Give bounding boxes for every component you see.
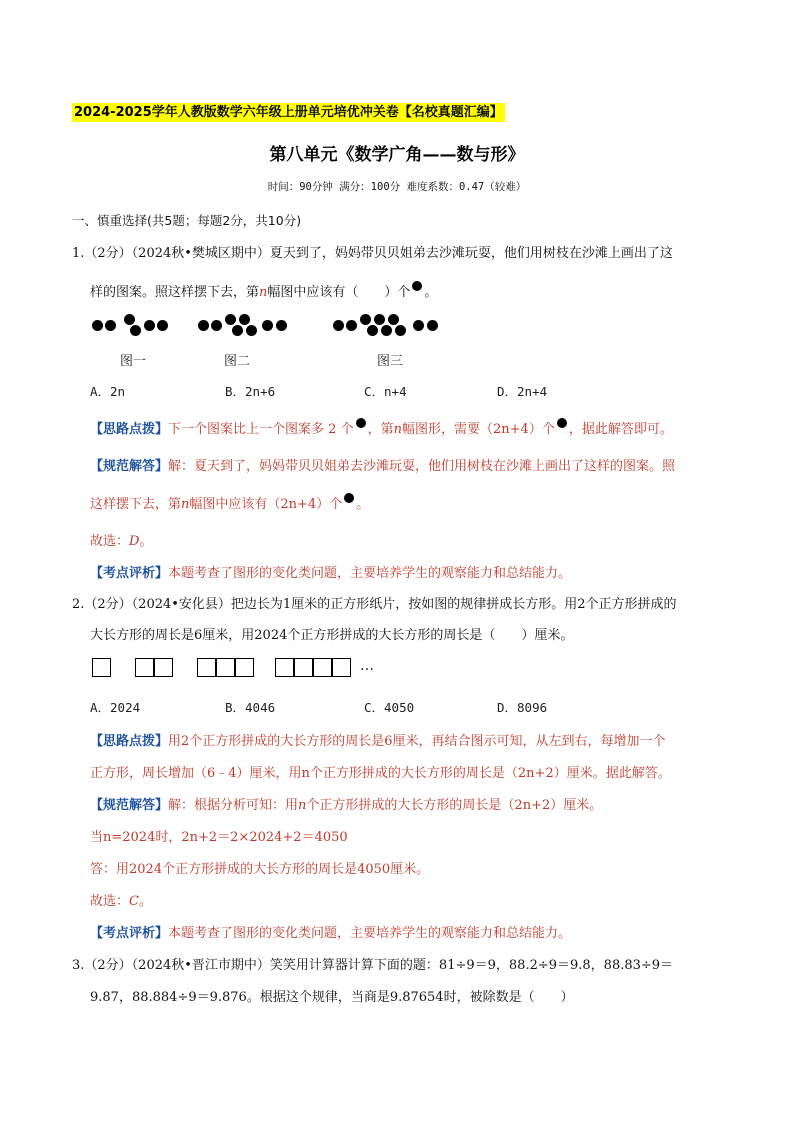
square-icon [197, 658, 216, 677]
q1-stem-part: 样的图案。照这样摆下去，第 [90, 285, 260, 300]
page-title: 第八单元《数学广角——数与形》 [269, 145, 525, 165]
figure-dot [333, 320, 344, 331]
q1-stem-part: 幅图中应该有（ ）个 [267, 285, 411, 300]
q2-hint-line2: 正方形，周长增加（6﹣4）厘米，用n个正方形拼成的大长方形的周长是（2n+2）厘米。据此解答。 [90, 766, 671, 781]
q2-answer-line1 [90, 794, 602, 813]
square-icon [275, 658, 294, 677]
hint-tag: 【思路点拨】 [90, 422, 169, 437]
figure-dot [246, 325, 257, 336]
square-icon [294, 658, 313, 677]
answer-formula: 2n+4 [280, 497, 317, 512]
eval-text: 本题考查了图形的变化类问题，主要培养学生的观察能力和总结能力。 [168, 566, 572, 581]
hint-text: ，据此解答即可。 [568, 422, 673, 437]
q2-stem-line1: 2.（2分）（2024•安化县）把边长为1厘米的正方形纸片，按如图的规律拼成长方形。用2个正方形拼成的 [72, 597, 677, 612]
hint-text: 个 [340, 422, 354, 437]
hint-text: 幅图形，需要（ [402, 422, 494, 437]
figure-dot [262, 320, 273, 331]
eval-tag: 【考点评析】 [90, 926, 169, 941]
answer-text: ）个 [316, 497, 343, 512]
q2-calculation: 当n=2024时，2n+2＝2×2024+2＝4050 [90, 830, 348, 845]
q1-evaluation [90, 562, 571, 581]
answer-text: 个正方形拼成的大长方形的周长是（ [306, 798, 515, 813]
figure-dot [198, 320, 209, 331]
section-heading: 一、慎重选择(共5题；每题2分，共10分) [72, 213, 302, 228]
figure-dot [381, 325, 392, 336]
hint-text: 2 [328, 422, 337, 437]
figure-dot [395, 325, 406, 336]
q1-option-d: D．2n+4 [497, 384, 548, 399]
q2-figure-squares [92, 658, 392, 680]
q3-stem-line1: 3.（2分）（2024秋•晋江市期中）笑笑用计算器计算下面的题：81÷9＝9，88.2÷9＝9.8，88.83÷9＝ [72, 958, 674, 973]
q2-hint-line1 [90, 730, 666, 749]
q2-option-c: C．4050 [364, 700, 415, 715]
figure-dot [92, 320, 103, 331]
answer-text: 幅图中应该有（ [189, 497, 281, 512]
q2-stem-line2: 大长方形的周长是6厘米，用2024个正方形拼成的大长方形的周长是（ ）厘米。 [90, 628, 574, 643]
exam-banner: 2024-2025学年人教版数学六年级上册单元培优冲关卷【名校真题汇编】 [74, 105, 503, 120]
figure-dot [239, 314, 250, 325]
answer-formula: 2n+2 [514, 798, 551, 813]
answer-tag: 【规范解答】 [90, 798, 169, 813]
choice-end: 。 [138, 894, 152, 909]
exam-meta: 时间：90分钟 满分：100分 难度系数：0.47（较难） [267, 181, 527, 193]
q1-stem-line1: 1.（2分）（2024秋•樊城区期中）夏天到了，妈妈带贝贝姐弟去沙滩玩耍，他们用树枝在沙滩上画出了这 [72, 246, 673, 261]
choice-label: 故选： [90, 534, 130, 549]
figure-dot [225, 314, 236, 325]
figure-dot [124, 314, 135, 325]
q1-option-b: B．2n+6 [225, 384, 276, 399]
square-icon [135, 658, 154, 677]
q1-answer-line2 [90, 493, 369, 512]
black-dot-icon [344, 493, 354, 503]
square-icon [313, 658, 332, 677]
choice-value: C [129, 894, 139, 909]
q1-stem-line2 [90, 281, 437, 300]
square-icon [332, 658, 351, 677]
figure-dot [367, 325, 378, 336]
black-dot-icon [557, 418, 567, 428]
answer-text: 解：根据分析可知：用 [168, 798, 299, 813]
q1-var-n: n [393, 422, 402, 437]
square-icon [216, 658, 235, 677]
choice-end: 。 [139, 534, 153, 549]
ellipsis: … [360, 658, 374, 674]
choice-label: 故选： [90, 894, 130, 909]
q1-var-n: n [259, 285, 268, 300]
q2-choice [90, 890, 152, 909]
black-dot-icon [412, 281, 422, 291]
figure-dot [276, 320, 287, 331]
figure-dot [232, 325, 243, 336]
answer-text: ）厘米。 [550, 798, 603, 813]
choice-value: D [129, 534, 140, 549]
q2-option-d: D．8096 [497, 700, 548, 715]
hint-text: ）个 [528, 422, 555, 437]
q2-var-n: n [298, 798, 307, 813]
figure-dot [157, 320, 168, 331]
figure-dot [105, 320, 116, 331]
figure-dot [413, 320, 424, 331]
figure-dot [360, 314, 371, 325]
hint-formula: 2n+4 [493, 422, 529, 437]
square-icon [235, 658, 254, 677]
answer-text: 。 [356, 497, 370, 512]
black-dot-icon [356, 418, 366, 428]
eval-tag: 【考点评析】 [90, 566, 169, 581]
q2-option-b: B．4046 [225, 700, 276, 715]
q1-var-n: n [181, 497, 190, 512]
square-icon [92, 658, 111, 677]
square-icon [154, 658, 173, 677]
hint-text: ，第 [367, 422, 394, 437]
q1-option-c: C．n+4 [364, 384, 407, 399]
q1-answer-line1 [90, 455, 675, 474]
figure-dot [346, 320, 357, 331]
hint-text: 用2个正方形拼成的大长方形的周长是6厘米，再结合图示可知，从左到右，每增加一个 [168, 734, 666, 749]
figure-dot [211, 320, 222, 331]
q1-hint [90, 418, 673, 437]
figure-caption-2: 图二 [224, 354, 251, 369]
figure-dot [144, 320, 155, 331]
answer-tag: 【规范解答】 [90, 459, 169, 474]
figure-caption-1: 图一 [120, 354, 147, 369]
figure-caption-3: 图三 [377, 354, 404, 369]
q2-answer: 答：用2024个正方形拼成的大长方形的周长是4050厘米。 [90, 862, 430, 877]
q1-stem-part: 。 [424, 285, 438, 300]
figure-dot [388, 314, 399, 325]
eval-text: 本题考查了图形的变化类问题，主要培养学生的观察能力和总结能力。 [168, 926, 572, 941]
figure-dot [130, 325, 141, 336]
q3-stem-line2: 9.87，88.884÷9＝9.876。根据这个规律，当商是9.87654时，被除数是（ ） [90, 990, 574, 1005]
q2-evaluation [90, 922, 571, 941]
answer-text: 这样摆下去，第 [90, 497, 182, 512]
q1-figure-dots [92, 312, 452, 342]
q2-option-a: A．2024 [90, 700, 141, 715]
figure-dot [374, 314, 385, 325]
figure-dot [427, 320, 438, 331]
hint-text: 下一个图案比上一个图案多 [168, 422, 325, 437]
hint-tag: 【思路点拨】 [90, 734, 169, 749]
answer-text: 解：夏天到了，妈妈带贝贝姐弟去沙滩玩耍，他们用树枝在沙滩上画出了这样的图案。照 [168, 459, 676, 474]
q1-option-a: A．2n [90, 384, 126, 399]
q1-choice [90, 530, 152, 549]
